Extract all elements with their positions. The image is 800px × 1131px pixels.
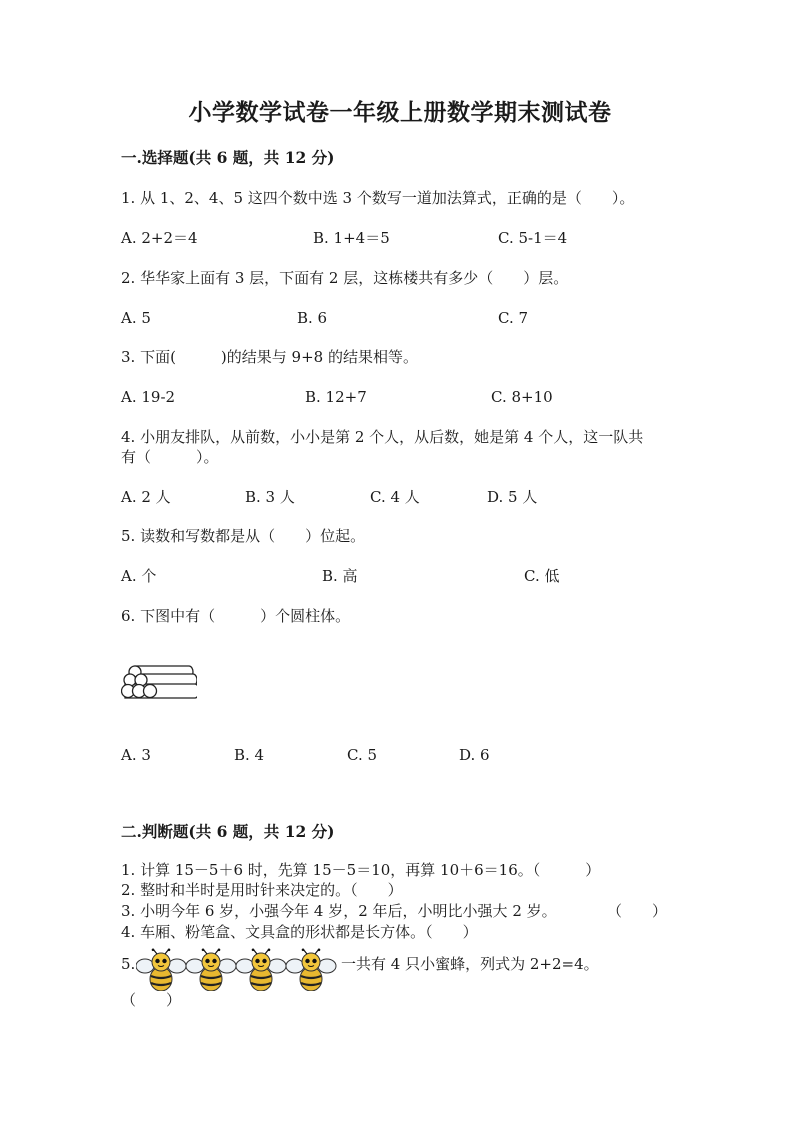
question-6-option-b: B. 4 — [234, 746, 265, 764]
question-4-option-c: C. 4 人 — [370, 488, 420, 506]
judgment-5-text: 一共有 4 只小蜜蜂，列式为 2+2=4。 — [341, 955, 599, 973]
question-6-text: 6. 下图中有（ ）个圆柱体。 — [121, 607, 351, 625]
question-6-option-a: A. 3 — [121, 746, 151, 764]
question-2-option-a: A. 5 — [121, 309, 151, 327]
four-bees-image — [136, 947, 340, 991]
judgment-1-text: 1. 计算 15－5＋6 时，先算 15－5＝10，再算 10＋6＝16。（ ） — [121, 861, 601, 879]
question-5-option-a: A. 个 — [121, 567, 157, 585]
question-1-option-b: B. 1+4＝5 — [313, 229, 390, 247]
judgment-5-paren: （ ） — [121, 991, 182, 1009]
section-heading-judgment: 二.判断题(共 6 题，共 12 分) — [121, 822, 335, 841]
question-6-option-d: D. 6 — [459, 746, 490, 764]
question-2-text: 2. 华华家上面有 3 层，下面有 2 层，这栋楼共有多少（ ）层。 — [121, 269, 569, 287]
question-4-option-b: B. 3 人 — [245, 488, 295, 506]
question-5-option-c: C. 低 — [524, 567, 560, 585]
question-4-text-line1: 4. 小朋友排队，从前数，小小是第 2 个人，从后数，她是第 4 个人，这一队共 — [121, 428, 644, 446]
question-3-option-a: A. 19-2 — [121, 388, 176, 406]
judgment-3-paren: （ ） — [607, 902, 668, 920]
question-4-text-line2: 有（ ）。 — [121, 448, 219, 466]
question-3-text: 3. 下面( )的结果与 9+8 的结果相等。 — [121, 348, 418, 366]
stacked-logs-image — [121, 660, 197, 700]
question-5-text: 5. 读数和写数都是从（ ）位起。 — [121, 527, 366, 545]
question-6-option-c: C. 5 — [347, 746, 378, 764]
question-1-option-a: A. 2+2＝4 — [121, 229, 198, 247]
section-heading-choice: 一.选择题(共 6 题，共 12 分) — [121, 148, 335, 167]
judgment-2-text: 2. 整时和半时是用时针来决定的。（ ） — [121, 881, 403, 899]
judgment-3-text: 3. 小明今年 6 岁，小强今年 4 岁，2 年后，小明比小强大 2 岁。 — [121, 902, 557, 920]
page-title: 小学数学试卷一年级上册数学期末测试卷 — [188, 99, 612, 126]
question-2-option-b: B. 6 — [297, 309, 328, 327]
question-5-option-b: B. 高 — [322, 567, 358, 585]
judgment-4-text: 4. 车厢、粉笔盒、文具盒的形状都是长方体。（ ） — [121, 923, 478, 941]
question-1-text: 1. 从 1、2、4、5 这四个数中选 3 个数写一道加法算式，正确的是（ ）。 — [121, 189, 635, 207]
question-3-option-c: C. 8+10 — [491, 388, 553, 406]
judgment-5-number: 5. — [121, 955, 136, 973]
question-4-option-a: A. 2 人 — [121, 488, 171, 506]
question-2-option-c: C. 7 — [498, 309, 529, 327]
question-4-option-d: D. 5 人 — [487, 488, 538, 506]
question-3-option-b: B. 12+7 — [305, 388, 367, 406]
question-1-option-c: C. 5-1＝4 — [498, 229, 568, 247]
